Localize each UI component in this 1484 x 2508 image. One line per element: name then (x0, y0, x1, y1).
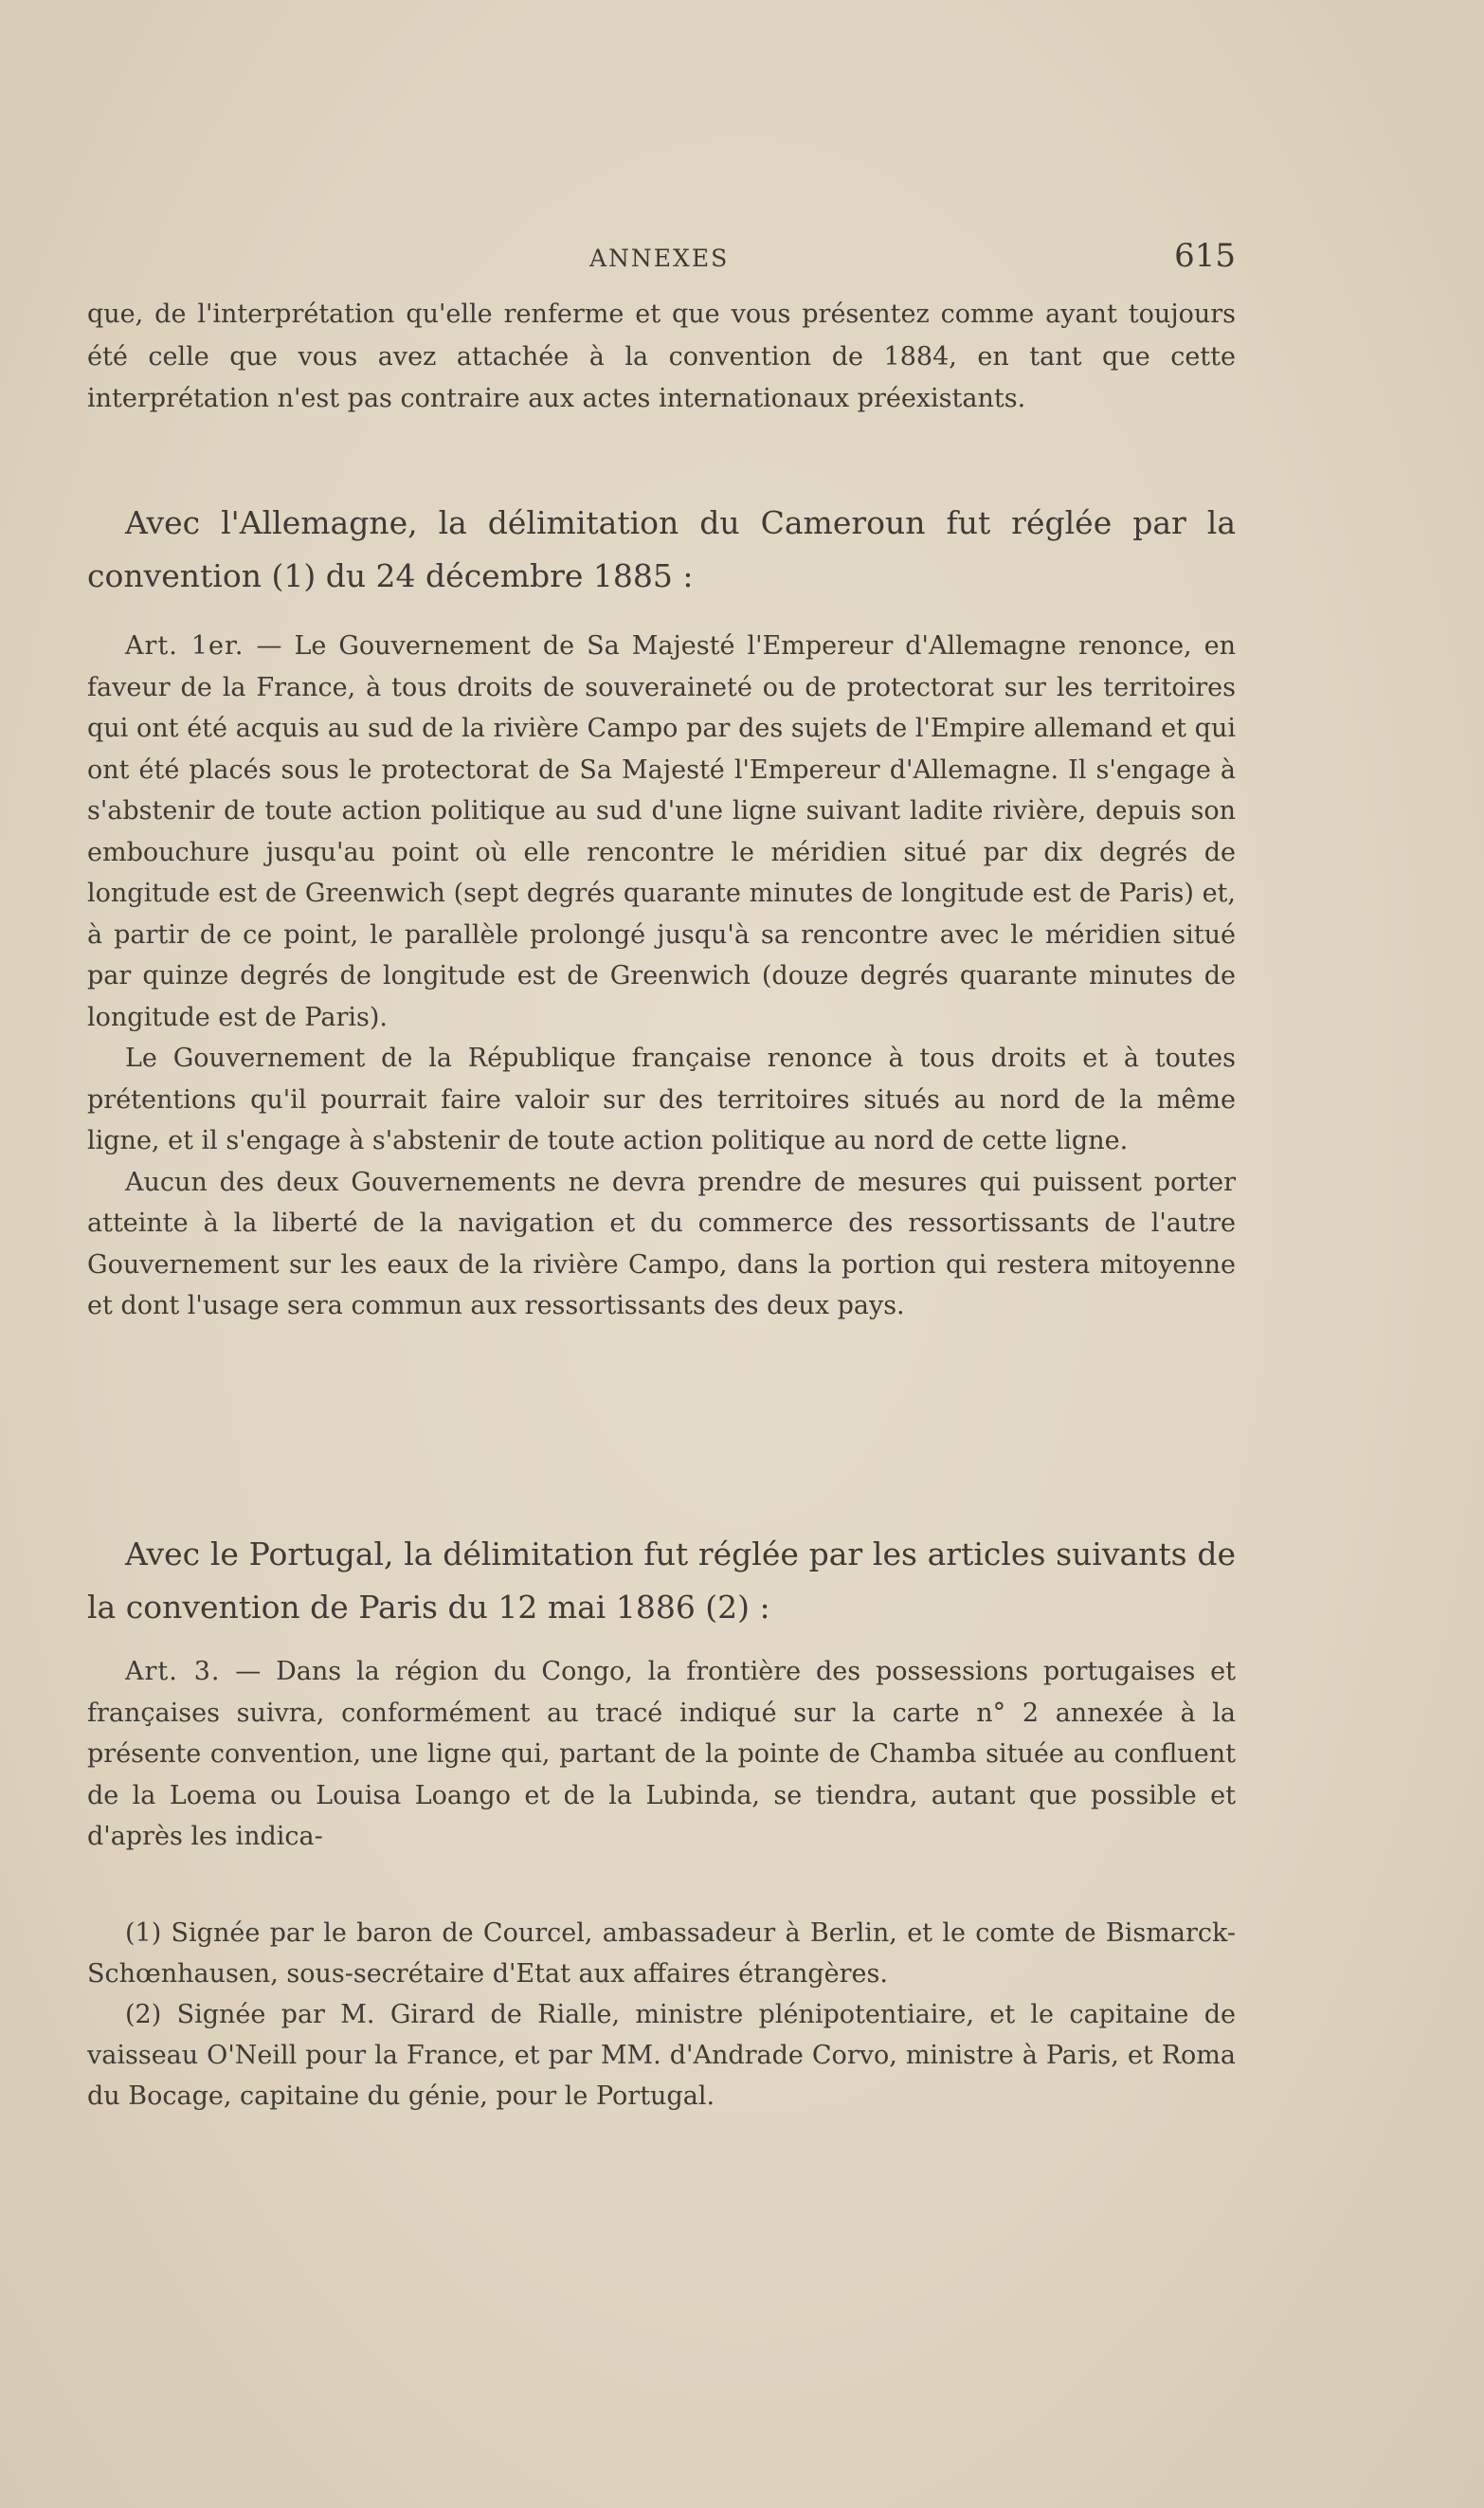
continuation-paragraph: que, de l'interprétation qu'elle renferme et que vous présentez comme ayant toujours été celle que vous avez attachée à la convention de 1884, en tant que cette interprétation n'est pas contraire aux actes internationaux préexistants. (87, 300, 1236, 413)
article-3-label: Art. 3. (125, 1657, 221, 1686)
portugal-intro-block (87, 1528, 1236, 1634)
section-title: ANNEXES (589, 245, 730, 272)
running-head (87, 237, 1236, 275)
article-1-label: Art. 1er. (125, 631, 244, 661)
footnote-1: (1) Signée par le baron de Courcel, ambassadeur à Berlin, et le comte de Bismarck-Schœnhausen, sous-secrétaire d'Etat aux affaires étrangères. (87, 1918, 1236, 1989)
article-1-text: — Le Gouvernement de Sa Majesté l'Empereur d'Allemagne renonce, en faveur de la France, à tous droits de souveraineté ou de protectorat sur les territoires qui ont été acquis au sud de la rivière Campo par des sujets de l'Empire allemand et qui ont été placés sous le protectorat de Sa Majesté l'Empereur d'Allemagne. Il s'engage à s'abstenir de toute action politique au sud d'une ligne suivant ladite rivière, depuis son embouchure jusqu'au point où elle rencontre le méridien situé par dix degrés de longitude est de Greenwich (sept degrés quarante minutes de longitude est de Paris) et, à partir de ce point, le parallèle prolongé jusqu'à sa rencontre avec le méridien situé par quinze degrés de longitude est de Greenwich (douze degrés quarante minutes de longitude est de Paris). (87, 631, 1236, 1032)
article-1-third-paragraph: Aucun des deux Gouvernements ne devra prendre de mesures qui puissent porter atteinte à la liberté de la navigation et du commerce des ressortissants de l'autre Gouvernement sur les eaux de la rivière Campo, dans la portion qui restera mitoyenne et dont l'usage sera commun aux ressortissants des deux pays. (87, 1167, 1236, 1320)
article-1-second-paragraph: Le Gouvernement de la République française renonce à tous droits et à toutes prétentions qu'il pourrait faire valoir sur des territoires situés au nord de la même ligne, et il s'engage à s'abstenir de toute action politique au nord de cette ligne. (87, 1044, 1236, 1155)
intro-portugal-paragraph: Avec le Portugal, la délimitation fut réglée par les articles suivants de la convention de Paris du 12 mai 1886 (2) : (87, 1536, 1236, 1626)
footnotes (87, 1913, 1236, 2117)
article-3-block (87, 1651, 1236, 1858)
page-number: 615 (1174, 237, 1236, 275)
article-3-paragraph (87, 1651, 1236, 1858)
continuation-block (87, 294, 1236, 421)
intro-allemagne-paragraph: Avec l'Allemagne, la délimitation du Cameroun fut réglée par la convention (1) du 24 décembre 1885 : (87, 504, 1236, 594)
footnote-2: (2) Signée par M. Girard de Rialle, ministre plénipotentiaire, et le capitaine de vaisseau O'Neill pour la France, et par MM. d'Andrade Corvo, ministre à Paris, et Roma du Bocage, capitaine du génie, pour le Portugal. (87, 2000, 1236, 2111)
article-1-block (87, 626, 1236, 1327)
article-3-text: — Dans la région du Congo, la frontière des possessions portugaises et françaises suivra, conformément au tracé indiqué sur la carte n° 2 annexée à la présente convention, une ligne qui, partant de la pointe de Chamba située au confluent de la Loema ou Louisa Loango et de la Lubinda, se tiendra, autant que possible et d'après les indica- (87, 1657, 1236, 1851)
allemagne-intro-block (87, 497, 1236, 603)
article-1-paragraph (87, 626, 1236, 1038)
